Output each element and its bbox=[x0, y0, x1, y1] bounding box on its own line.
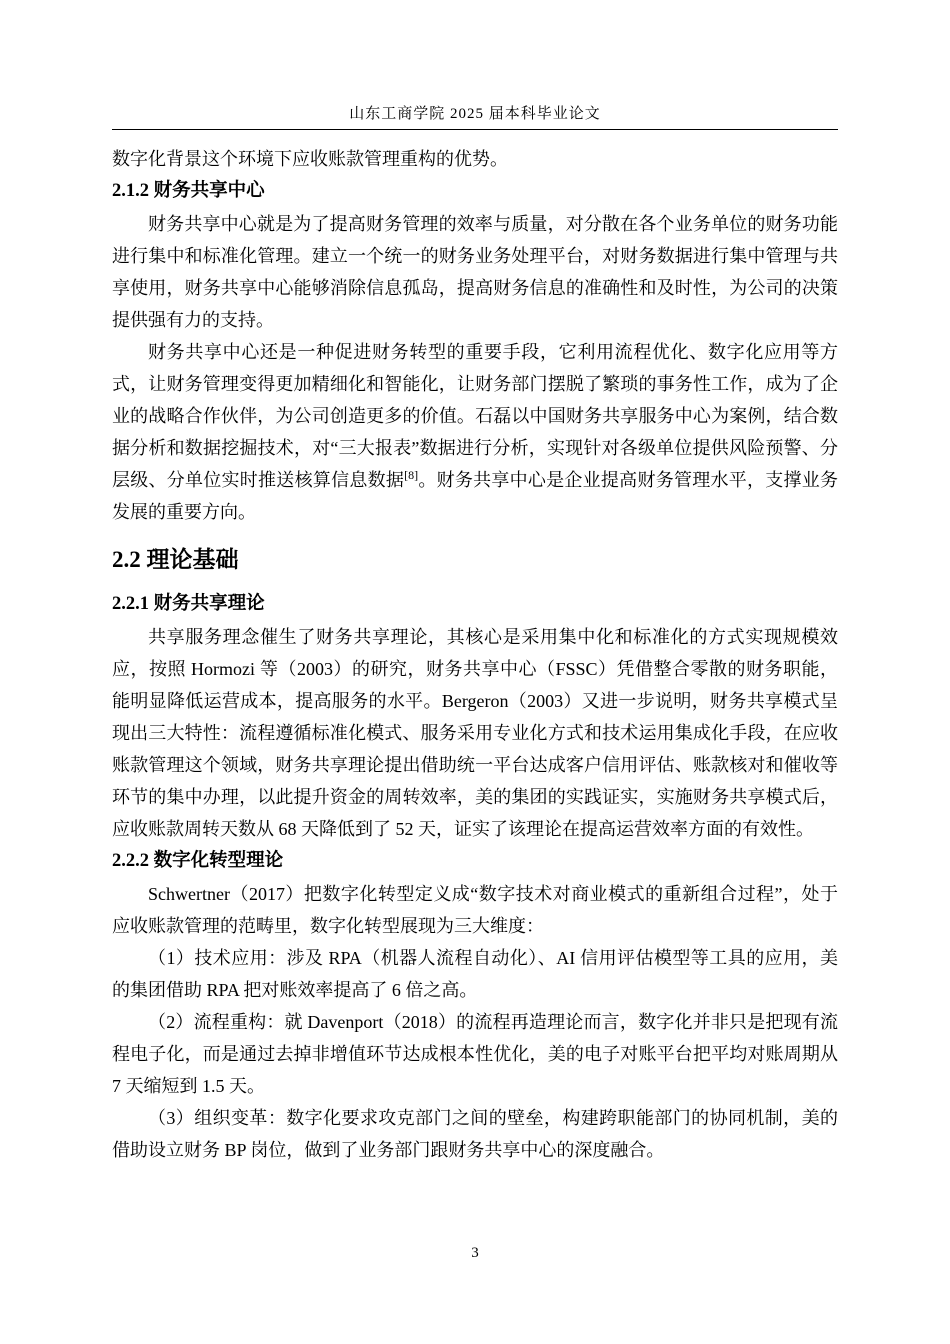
page-footer bbox=[0, 1244, 950, 1262]
page-number: 3 bbox=[471, 1245, 479, 1261]
heading-2-1-2: 2.1.2 财务共享中心 bbox=[112, 181, 265, 201]
heading-2-2: 2.2 理论基础 bbox=[112, 547, 239, 572]
heading-2-2-2: 2.2.2 数字化转型理论 bbox=[112, 851, 284, 871]
document-content bbox=[112, 143, 838, 1166]
list-item-process: （2）流程重构：就 Davenport（2018）的流程再造理论而言，数字化并非只是把现有流程电子化，而是通过去掉非增值环节达成根本性优化，美的电子对账平台把平均对账周期从 7 天缩短到 1.5 天。 bbox=[112, 1012, 838, 1096]
header-title: 山东工商学院 2025 届本科毕业论文 bbox=[349, 106, 601, 122]
paragraph-shared-service-theory: 共享服务理念催生了财务共享理论，其核心是采用集中化和标准化的方式实现规模效应，按照 Hormozi 等（2003）的研究，财务共享中心（FSSC）凭借整合零散的财务职能，能明显降低运营成本，提高服务的水平。Bergeron（2003）又进一步说明，财务共享模式呈现出三大特性：流程遵循标准化模式、服务采用专业化方式和技术运用集成化手段，在应收账款管理这个领域，财务共享理论提出借助统一平台达成客户信用评估、账款核对和催收等环节的集中办理，以此提升资金的周转效率，美的集团的实践证实，实施财务共享模式后，应收账款周转天数从 68 天降低到了 52 天，证实了该理论在提高运营效率方面的有效性。 bbox=[112, 627, 838, 839]
paragraph-digital-transform-intro: Schwertner（2017）把数字化转型定义成“数字技术对商业模式的重新组合过程”，处于应收账款管理的范畴里，数字化转型展现为三大维度： bbox=[112, 884, 838, 936]
heading-2-2-1: 2.2.1 财务共享理论 bbox=[112, 594, 265, 614]
list-item-organization: （3）组织变革：数字化要求攻克部门之间的壁垒，构建跨职能部门的协同机制，美的借助设立财务 BP 岗位，做到了业务部门跟财务共享中心的深度融合。 bbox=[112, 1108, 838, 1160]
paragraph-fssc-transformation bbox=[112, 336, 838, 528]
paragraph-text-post-ref: 。财务共享中心是企业提高财务管理水平，支撑业务发展的重要方向。 bbox=[112, 470, 839, 522]
list-item-technology: （1）技术应用：涉及 RPA（机器人流程自动化）、AI 信用评估模型等工具的应用，美的集团借助 RPA 把对账效率提高了 6 倍之高。 bbox=[112, 948, 838, 1000]
paragraph-text-pre-ref: 财务共享中心还是一种促进财务转型的重要手段，它利用流程优化、数字化应用等方式，让财务管理变得更加精细化和智能化，让财务部门摆脱了繁琐的事务性工作，成为了企业的战略合作伙伴，为公司创造更多的价值。石磊以中国财务共享服务中心为案例，结合数据分析和数据挖掘技术，对“三大报表”数据进行分析，实现针对各级单位提供风险预警、分层级、分单位实时推送核算信息数据 bbox=[112, 342, 838, 490]
page-header bbox=[112, 102, 838, 130]
carryover-paragraph: 数字化背景这个环境下应收账款管理重构的优势。 bbox=[112, 149, 508, 169]
citation-ref-8: [8] bbox=[404, 468, 419, 482]
paragraph-fssc-definition: 财务共享中心就是为了提高财务管理的效率与质量，对分散在各个业务单位的财务功能进行集中和标准化管理。建立一个统一的财务业务处理平台，对财务数据进行集中管理与共享使用，财务共享中心能够消除信息孤岛，提高财务信息的准确性和及时性，为公司的决策提供强有力的支持。 bbox=[112, 214, 838, 330]
